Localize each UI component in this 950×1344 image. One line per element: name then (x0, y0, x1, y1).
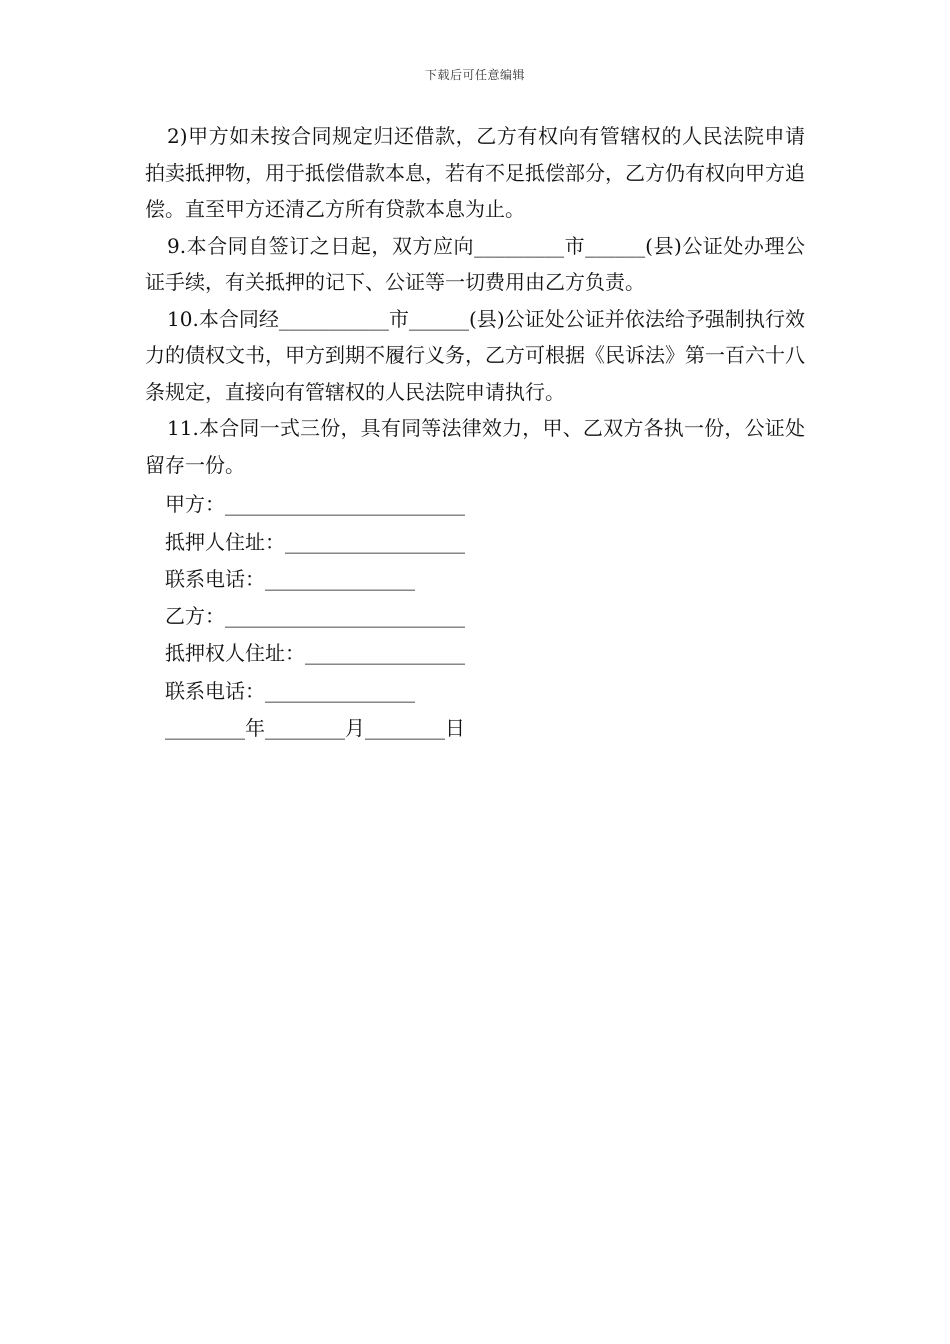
mortgagor-address-line: 抵押人住址：__________________ (165, 530, 465, 554)
clause-paragraph: 9.本合同自签订之日起，双方应向_________市______(县)公证处办理公证手续，有关抵押的记下、公证等一切费用由乙方负责。 (145, 233, 805, 294)
clause-paragraph: 11.本合同一式三份，具有同等法律效力，甲、乙双方各执一份，公证处留存一份。 (145, 416, 805, 477)
page-header: 下载后可任意编辑 (424, 68, 525, 82)
date-line: ________年________月________日 (165, 716, 465, 740)
party-b-line: 乙方：________________________ (165, 604, 465, 628)
phone-b-line: 联系电话：_______________ (165, 679, 415, 703)
contract-body (145, 118, 805, 483)
party-a-line: 甲方：________________________ (165, 492, 465, 516)
phone-a-line: 联系电话：_______________ (165, 567, 415, 591)
clause-paragraph: 2)甲方如未按合同规定归还借款，乙方有权向有管辖权的人民法院申请拍卖抵押物，用于抵偿借款本息，若有不足抵偿部分，乙方仍有权向甲方追偿。直至甲方还清乙方所有贷款本息为止。 (145, 124, 805, 221)
mortgagee-address-line: 抵押权人住址：________________ (165, 641, 465, 665)
clause-paragraph: 10.本合同经___________市______(县)公证处公证并依法给予强制执行效力的债权文书，甲方到期不履行义务，乙方可根据《民诉法》第一百六十八条规定，直接向有管辖权的人民法院申请执行。 (145, 306, 805, 404)
